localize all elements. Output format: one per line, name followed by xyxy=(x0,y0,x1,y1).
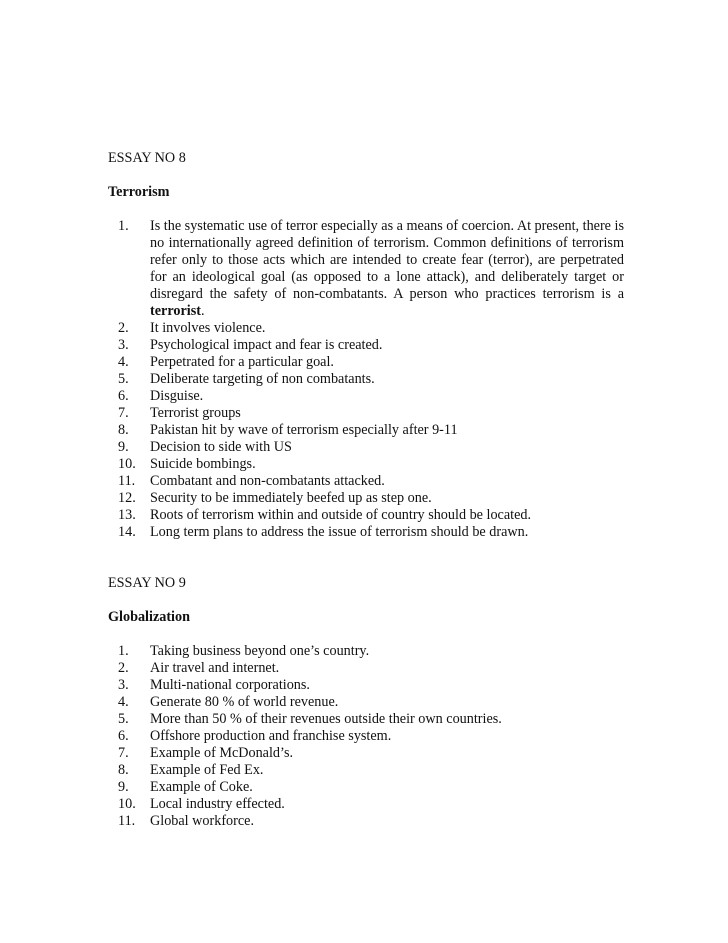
item-number: 2. xyxy=(118,660,129,676)
item-text: Terrorist groups xyxy=(150,405,241,421)
item-number: 3. xyxy=(118,337,129,353)
list-item xyxy=(108,439,624,456)
list-item xyxy=(108,405,624,422)
item-text: Decision to side with US xyxy=(150,439,292,455)
list-item xyxy=(108,643,624,660)
item-text: Generate 80 % of world revenue. xyxy=(150,694,339,710)
item-number: 9. xyxy=(118,439,129,455)
item-number: 10. xyxy=(118,796,136,812)
list-item xyxy=(108,354,624,371)
list-item xyxy=(108,711,624,728)
item-text: Offshore production and franchise system. xyxy=(150,728,392,744)
essay-title: Terrorism xyxy=(108,184,170,200)
list-item xyxy=(108,388,624,405)
item-text: Psychological impact and fear is created. xyxy=(150,337,383,353)
item-number: 13. xyxy=(118,507,136,523)
list-item xyxy=(108,473,624,490)
list-item xyxy=(108,490,624,507)
item-number: 5. xyxy=(118,371,129,387)
item-number: 7. xyxy=(118,405,129,421)
item-number: 6. xyxy=(118,728,129,744)
item-text: Example of Coke. xyxy=(150,779,253,795)
item-text: Deliberate targeting of non combatants. xyxy=(150,371,375,387)
list-item xyxy=(108,745,624,762)
essay-title: Globalization xyxy=(108,609,190,625)
list-item xyxy=(108,320,624,337)
item-text: Combatant and non-combatants attacked. xyxy=(150,473,385,489)
item-number: 9. xyxy=(118,779,129,795)
item-number: 1. xyxy=(118,218,129,234)
item-text: More than 50 % of their revenues outside their own countries. xyxy=(150,711,502,727)
item-text: Global workforce. xyxy=(150,813,255,829)
list-item xyxy=(108,813,624,830)
list-item xyxy=(108,796,624,813)
item-text: Roots of terrorism within and outside of country should be located. xyxy=(150,507,532,523)
item-text: Local industry effected. xyxy=(150,796,285,812)
item-text: Example of McDonald’s. xyxy=(150,745,294,761)
list-item xyxy=(108,762,624,779)
item-text: Air travel and internet. xyxy=(150,660,280,676)
item-number: 1. xyxy=(118,643,129,659)
item-text: Pakistan hit by wave of terrorism especially after 9-11 xyxy=(150,422,458,438)
list-item xyxy=(108,337,624,354)
list-item xyxy=(108,422,624,439)
section-spacer xyxy=(108,541,624,575)
item-text: Example of Fed Ex. xyxy=(150,762,264,778)
item-number: 12. xyxy=(118,490,136,506)
item-number: 2. xyxy=(118,320,129,336)
list-item xyxy=(108,660,624,677)
item-number: 4. xyxy=(118,694,129,710)
list-item xyxy=(108,694,624,711)
item-text: Taking business beyond one’s country. xyxy=(150,643,370,659)
item-number: 11. xyxy=(118,813,136,829)
item-number: 8. xyxy=(118,762,129,778)
list-item xyxy=(108,779,624,796)
list-item xyxy=(108,371,624,388)
item-text-ending: . xyxy=(200,303,205,319)
essay-section-8 xyxy=(108,150,624,541)
item-number: 4. xyxy=(118,354,129,370)
item-number: 11. xyxy=(118,473,136,489)
item-text: It involves violence. xyxy=(150,320,266,336)
item-text: Perpetrated for a particular goal. xyxy=(150,354,334,370)
essay-point-list xyxy=(108,218,624,541)
list-item xyxy=(108,677,624,694)
essay-heading: ESSAY NO 9 xyxy=(108,575,186,591)
item-text: Suicide bombings. xyxy=(150,456,256,472)
item-number: 14. xyxy=(118,524,136,540)
list-item xyxy=(108,218,624,320)
item-text-part: Is the systematic use of terror especially as a means of coercion. At present, there is no internationally agreed definition of terrorism. Common definitions of terrorism refer only to those acts which are intended to create fear (terror), are perpetrated for an ideological goal (as opposed to a lone attack), and deliberately target or disregard the safety of non-combatants. A person who practices terrorism is a xyxy=(150,218,624,302)
item-number: 7. xyxy=(118,745,129,761)
document-content xyxy=(108,150,624,830)
item-number: 5. xyxy=(118,711,129,727)
essay-point-list xyxy=(108,643,624,830)
item-number: 3. xyxy=(118,677,129,693)
item-text: Security to be immediately beefed up as step one. xyxy=(150,490,432,506)
item-number: 6. xyxy=(118,388,129,404)
list-item xyxy=(108,507,624,524)
list-item xyxy=(108,524,624,541)
item-text xyxy=(150,218,624,320)
item-text: Long term plans to address the issue of terrorism should be drawn. xyxy=(150,524,529,540)
item-text: Disguise. xyxy=(150,388,204,404)
bold-term: terrorist xyxy=(150,303,201,319)
item-text: Multi-national corporations. xyxy=(150,677,310,693)
list-item xyxy=(108,728,624,745)
essay-heading: ESSAY NO 8 xyxy=(108,150,186,166)
item-number: 10. xyxy=(118,456,136,472)
essay-section-9 xyxy=(108,575,624,830)
list-item xyxy=(108,456,624,473)
item-number: 8. xyxy=(118,422,129,438)
